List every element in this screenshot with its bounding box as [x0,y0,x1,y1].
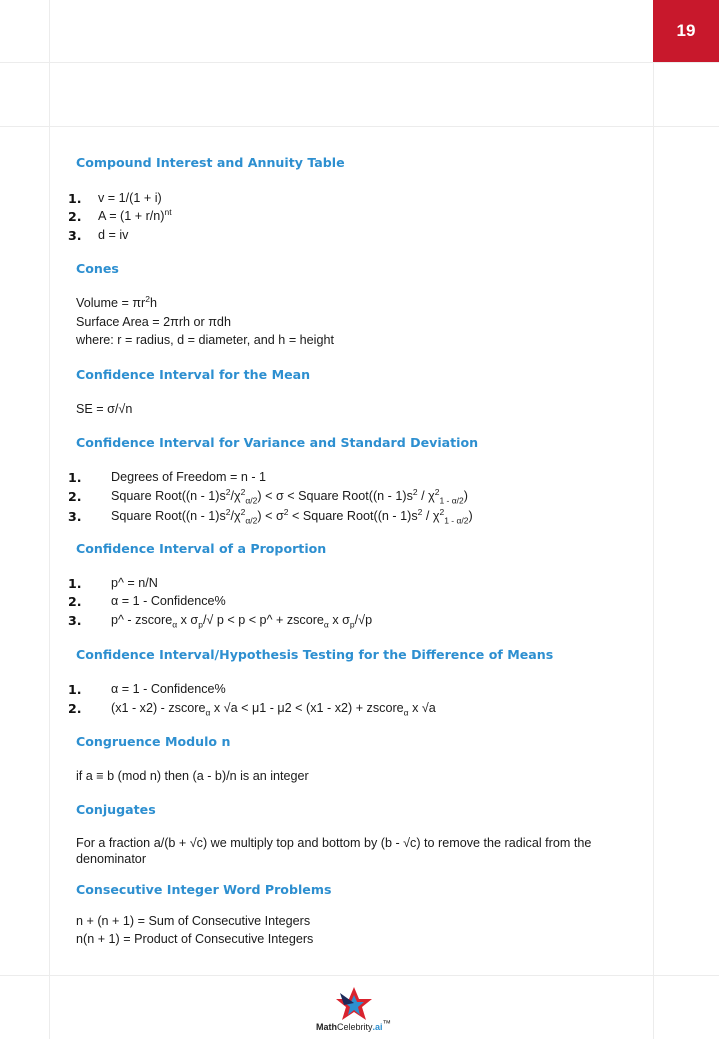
footer-line [0,975,719,976]
p-hat-formula: p^ = n/N [111,576,158,590]
heading-cones: Cones [76,261,119,276]
item-number: 3. [68,613,82,628]
formula-a: $A = (1 + r/n)^{nt}$ [98,206,172,223]
cones-where: where: r = radius, d = diameter, and h = height [76,333,334,347]
alpha-formula: α = 1 - Confidence% [111,594,226,608]
difference-of-means-interval: (x1 - x2) - zscore$_\alpha$ x √a < μ1 - μ2 < (x1 - x2) + zscore$_\alpha$ x √a [111,701,436,718]
variance-interval-sigma-squared: Square Root((n - $1)s^2/\chi^2_{\alpha/2}) < \sigma^2$ < Square Root((n - $1)s^2 / \chi^2_{1 - \alpha/2}$) [111,506,473,526]
conjugates-text-line1: For a fraction a/(b + √c) we multiply top and bottom by (b - √c) to remove the radical from the [76,836,592,850]
item-number: 1. [68,470,82,485]
item-number: 2. [68,701,82,716]
heading-consecutive-integers: Consecutive Integer Word Problems [76,882,332,897]
margin-line-right [653,0,654,1039]
consecutive-sum: n + (n + 1) = Sum of Consecutive Integers [76,914,311,928]
item-number: 2. [68,594,82,609]
se-formula: SE = σ/√n [76,402,133,416]
heading-conjugates: Conjugates [76,802,156,817]
consecutive-product: n(n + 1) = Product of Consecutive Integers [76,932,314,946]
congruence-text: if a ≡ b (mod n) then (a - b)/n is an integer [76,769,309,783]
heading-ci-mean: Confidence Interval for the Mean [76,367,311,382]
header-line [0,62,719,63]
alpha-formula: α = 1 - Confidence% [111,682,226,696]
item-number: 1. [68,191,82,206]
item-number: 2. [68,209,82,224]
item-number: 3. [68,228,82,243]
cones-surface-area: Surface Area = 2πrh or πdh [76,315,231,329]
item-number: 3. [68,509,82,524]
formula-d: d = iv [98,228,129,242]
heading-ci-variance: Confidence Interval for Variance and Standard Deviation [76,435,479,450]
variance-interval-sigma: Square Root((n - $1)s^2/\chi^2_{\alpha/2}) < \sigma$ < Square Root((n - $1)s^2 / \chi^2_{1 - \alpha/2}$) [111,486,468,506]
heading-ci-difference-of-means: Confidence Interval/Hypothesis Testing for the Difference of Means [76,647,554,662]
brand-wordmark: MathCelebrity.ai™ [316,1018,392,1032]
item-number: 1. [68,576,82,591]
margin-line-left [49,0,50,1039]
item-number: 2. [68,489,82,504]
header-line-2 [0,126,719,127]
heading-compound-interest: Compound Interest and Annuity Table [76,155,345,170]
degrees-of-freedom: Degrees of Freedom = n - 1 [111,470,267,484]
conjugates-text-line2: denominator [76,852,147,866]
cones-volume: Volume = $\pi r^2h$ [76,293,157,310]
page-number: 19 [653,0,719,62]
heading-ci-proportion: Confidence Interval of a Proportion [76,541,327,556]
formula-v: v = 1/(1 + i) [98,191,162,205]
item-number: 1. [68,682,82,697]
heading-congruence: Congruence Modulo n [76,734,231,749]
proportion-interval: p^ - zscore$_\alpha$ x $\sigma_p/√$ p < p < p^ + zscore$_\alpha$ x $\sigma_p/√p$ [111,613,373,630]
